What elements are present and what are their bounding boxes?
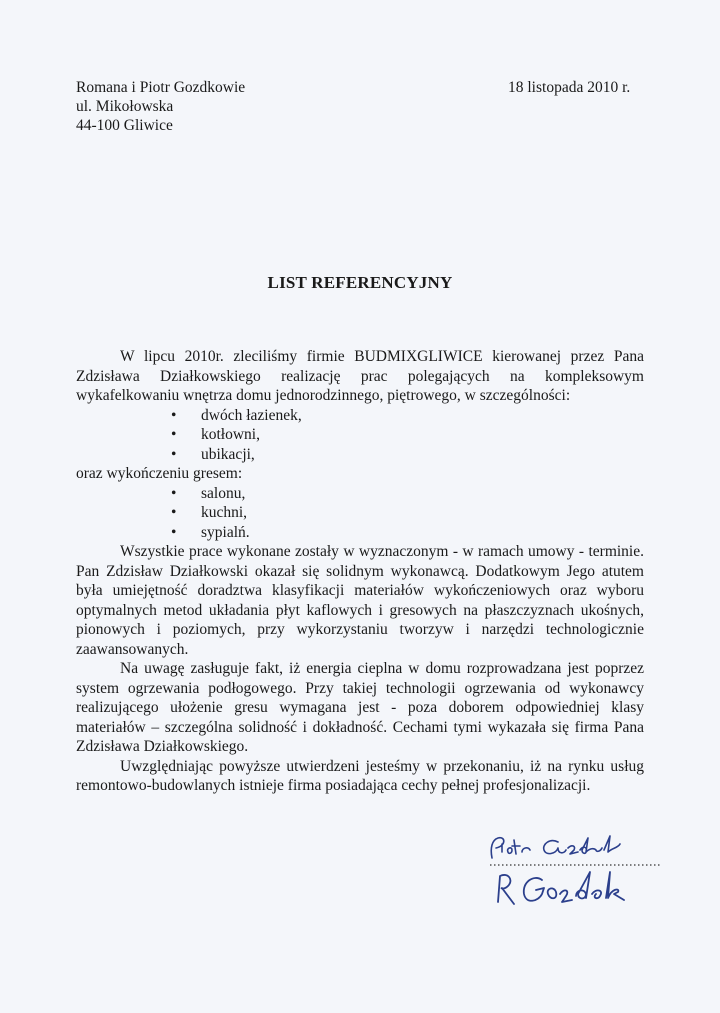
letter-title: LIST REFERENCYJNY	[267, 273, 453, 292]
paragraph-2: Wszystkie prace wykonane zostały w wyznaczonym - w ramach umowy - terminie. Pan Zdzisław Działkowski okazał się solidnym wykonawcą. Dodatkowym Jego atutem była umiejętność doradztwa klasyfikacji materiałów wykończeniowych oraz wyboru optymalnych metod układania płyt kaflowych i gresowych na płaszczyznach ukośnych, pionowych i poziomych, przy wykorzystaniu tworzyw i narzędzi technologicznie zaawansowanych.	[76, 543, 644, 658]
signature-r-gozdek	[498, 872, 624, 904]
sender-address	[76, 78, 245, 135]
list-item	[76, 406, 644, 426]
sender-name: Romana i Piotr Gozdkowie	[76, 79, 246, 96]
handwritten-signatures	[478, 832, 668, 922]
list-item	[76, 445, 644, 465]
sender-street: ul. Mikołowska	[76, 98, 174, 115]
bullet-icon: •	[171, 445, 177, 463]
list-item-text: ubikacji,	[201, 445, 255, 463]
list-item-text: salonu,	[201, 484, 246, 502]
list-item	[76, 523, 644, 543]
bullet-icon: •	[171, 484, 177, 502]
list-item-text: sypialń.	[201, 523, 250, 541]
signature-piotr	[491, 836, 620, 858]
paragraph-3: Na uwagę zasługuje fakt, iż energia cieplna w domu rozprowadzana jest poprzez system ogrzewania podłogowego. Przy takiej technologii ogrzewania od wykonawcy realizującego ułożenie gresu wymagana jest - poza doborem odpowiedniej klasy materiałów – szczególna solidność i dokładność. Cechami tymi wykazała się firma Pana Zdzisława Działkowskiego.	[76, 660, 644, 755]
list-item-text: dwóch łazienek,	[201, 406, 302, 424]
list-item-text: kuchni,	[201, 504, 248, 521]
letter-body	[76, 347, 644, 796]
paragraph-4: Uwzględniając powyższe utwierdzeni jesteśmy w przekonaniu, iż na rynku usług remontowo-budowlanych istnieje firma posiadająca cechy pełnej profesjonalizacji.	[76, 757, 644, 794]
list-item	[76, 503, 644, 523]
rooms-list-gres	[76, 484, 644, 543]
list-intro-gres: oraz wykończeniu gresem:	[76, 465, 243, 482]
bullet-icon: •	[171, 426, 177, 443]
list-item	[76, 484, 644, 504]
letter-date: 18 listopada 2010 r.	[508, 79, 631, 96]
sender-city: 44-100 Gliwice	[76, 117, 173, 134]
bullet-icon: •	[171, 406, 177, 424]
bullet-icon: •	[171, 523, 177, 541]
paragraph-1: W lipcu 2010r. zleciliśmy firmie BUDMIXGLIWICE kierowanej przez Pana Zdzisława Działkowskiego realizację prac polegających na kompleksowym wykafelkowaniu wnętrza domu jednorodzinnego, piętrowego, w szczególności:	[76, 348, 644, 404]
bullet-icon: •	[171, 504, 177, 521]
list-item-text: kotłowni,	[201, 426, 260, 443]
rooms-list-tiling	[76, 406, 644, 465]
list-item	[76, 425, 644, 445]
